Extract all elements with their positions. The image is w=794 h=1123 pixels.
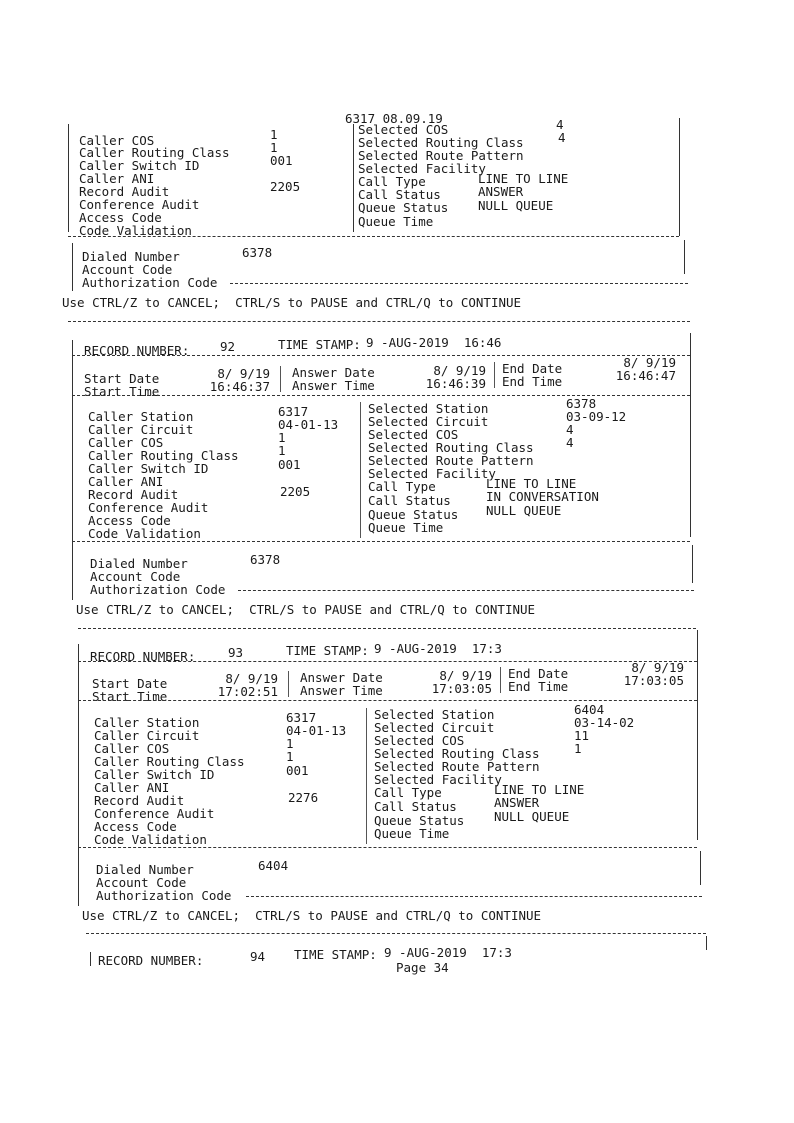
timestamp-label: TIME STAMP: <box>286 643 369 658</box>
field-label: Selected Station <box>368 401 489 416</box>
column-divider <box>353 124 354 232</box>
field-label: Caller Routing Class <box>79 145 230 160</box>
account-code-label: Account Code <box>82 262 173 277</box>
field-value: LINE TO LINE <box>486 476 577 491</box>
field-label: Selected Circuit <box>374 720 495 735</box>
control-hint-line: Use CTRL/Z to CANCEL; CTRL/S to PAUSE and CTRL/Q to CONTINUE <box>62 295 522 310</box>
start-date-value: 8/ 9/19 <box>225 671 278 686</box>
field-label: Caller ANI <box>88 474 164 489</box>
field-label: Selected Route Pattern <box>368 453 534 468</box>
end-date-value: 8/ 9/19 <box>631 660 684 675</box>
timestamp-label: TIME STAMP: <box>278 337 361 352</box>
field-value: 11 <box>574 728 590 743</box>
field-value: 001 <box>270 153 293 168</box>
field-value: 2205 <box>270 179 301 194</box>
field-label: Access Code <box>94 819 177 834</box>
divider-line <box>72 395 690 396</box>
record-number-value: 94 <box>250 949 266 964</box>
field-label: Conference Audit <box>94 806 215 821</box>
account-code-label: Account Code <box>90 569 181 584</box>
timestamp-value: 9 -AUG-2019 17:3 <box>374 641 502 656</box>
field-value: 1 <box>574 741 582 756</box>
field-label: Caller COS <box>94 741 170 756</box>
field-value: 03-09-12 <box>566 409 627 424</box>
authorization-code-label: Authorization Code <box>82 275 218 290</box>
field-label: Conference Audit <box>88 500 209 515</box>
end-time-label: End Time <box>502 374 563 389</box>
field-label: Caller COS <box>79 133 155 148</box>
field-label: Record Audit <box>94 793 185 808</box>
record-number-value: 93 <box>228 645 244 660</box>
field-label: Queue Time <box>374 826 450 841</box>
field-value: LINE TO LINE <box>494 782 585 797</box>
field-label: Selected Facility <box>374 772 502 787</box>
end-time-label: End Time <box>508 679 569 694</box>
dialed-number-label: Dialed Number <box>90 556 188 571</box>
record-number-value: 92 <box>220 339 236 354</box>
field-value: 1 <box>278 443 286 458</box>
field-label: Record Audit <box>79 184 170 199</box>
field-value: 4 <box>556 117 564 132</box>
dialed-number-value: 6378 <box>250 552 281 567</box>
start-date-value: 8/ 9/19 <box>217 366 270 381</box>
divider-line <box>246 896 702 897</box>
divider-line <box>68 321 690 322</box>
field-label: Code Validation <box>94 832 207 847</box>
answer-date-value: 8/ 9/19 <box>439 668 492 683</box>
field-value: NULL QUEUE <box>486 503 562 518</box>
field-value: 6378 <box>566 396 597 411</box>
field-value: 6317 <box>278 404 309 419</box>
timestamp-value: 9 -AUG-2019 16:46 <box>366 335 502 350</box>
answer-date-value: 8/ 9/19 <box>433 363 486 378</box>
field-label: Call Status <box>374 799 457 814</box>
answer-date-label: Answer Date <box>300 670 383 685</box>
field-label: Access Code <box>79 210 162 225</box>
field-label: Caller Circuit <box>88 422 194 437</box>
control-hint-line: Use CTRL/Z to CANCEL; CTRL/S to PAUSE and CTRL/Q to CONTINUE <box>82 908 542 923</box>
field-value: IN CONVERSATION <box>486 489 599 504</box>
answer-time-label: Answer Time <box>300 683 383 698</box>
record-number-label: RECORD NUMBER: <box>84 343 190 358</box>
field-label: Queue Time <box>358 214 434 229</box>
record-number-label: RECORD NUMBER: <box>90 649 196 664</box>
border-right <box>700 851 701 885</box>
column-divider <box>366 708 367 844</box>
field-value: 2205 <box>280 484 311 499</box>
field-label: Caller Switch ID <box>94 767 215 782</box>
field-label: Caller ANI <box>79 171 155 186</box>
dialed-number-label: Dialed Number <box>96 862 194 877</box>
record-number-label: RECORD NUMBER: <box>98 953 204 968</box>
authorization-code-label: Authorization Code <box>96 888 232 903</box>
field-value: 001 <box>278 457 301 472</box>
field-label: Caller Station <box>88 409 194 424</box>
account-code-label: Account Code <box>96 875 187 890</box>
start-time-value: 17:02:51 <box>217 684 278 699</box>
end-date-value: 8/ 9/19 <box>623 355 676 370</box>
field-label: Caller Routing Class <box>88 448 239 463</box>
field-value: 03-14-02 <box>574 715 635 730</box>
column-divider <box>500 667 501 693</box>
field-value: 4 <box>566 435 574 450</box>
field-label: Selected COS <box>358 122 449 137</box>
border-left <box>78 644 79 906</box>
field-label: Caller Routing Class <box>94 754 245 769</box>
field-label: Selected Facility <box>368 466 496 481</box>
field-label: Code Validation <box>79 223 192 238</box>
field-label: Queue Status <box>374 813 465 828</box>
divider-line <box>72 355 690 356</box>
start-date-label: Start Date <box>84 371 160 386</box>
field-label: Caller Switch ID <box>88 461 209 476</box>
field-value: 04-01-13 <box>278 417 339 432</box>
divider-line <box>78 628 696 629</box>
page-number: Page 34 <box>396 960 449 975</box>
border-left <box>72 243 73 291</box>
field-value: 1 <box>286 736 294 751</box>
field-label: Access Code <box>88 513 171 528</box>
field-value: 04-01-13 <box>286 723 347 738</box>
divider-line <box>86 933 706 934</box>
field-label: Caller Station <box>94 715 200 730</box>
divider-line <box>72 541 690 542</box>
field-label: Record Audit <box>88 487 179 502</box>
field-label: Code Validation <box>88 526 201 541</box>
field-value: 4 <box>566 422 574 437</box>
answer-time-value: 17:03:05 <box>431 681 492 696</box>
border-left <box>90 952 91 966</box>
column-divider <box>494 362 495 388</box>
field-label: Call Type <box>368 479 436 494</box>
end-time-value: 17:03:05 <box>623 673 684 688</box>
field-label: Selected Routing Class <box>358 135 524 150</box>
field-label: Selected COS <box>374 733 465 748</box>
field-value: 4 <box>558 130 566 145</box>
field-label: Queue Time <box>368 520 444 535</box>
border-right <box>706 936 707 950</box>
field-label: Selected Station <box>374 707 495 722</box>
border-right <box>697 630 698 840</box>
field-value: LINE TO LINE <box>478 171 569 186</box>
field-label: Selected Facility <box>358 161 486 176</box>
field-label: Queue Status <box>368 507 459 522</box>
field-label: Conference Audit <box>79 197 200 212</box>
dialed-number-value: 6378 <box>242 245 273 260</box>
divider-line <box>78 847 697 848</box>
end-date-label: End Date <box>502 361 563 376</box>
border-left <box>68 124 69 232</box>
field-label: Caller ANI <box>94 780 170 795</box>
field-label: Caller Circuit <box>94 728 200 743</box>
field-label: Selected Circuit <box>368 414 489 429</box>
start-time-label: Start Time <box>92 689 168 704</box>
timestamp-label: TIME STAMP: <box>294 947 377 962</box>
field-value: NULL QUEUE <box>494 809 570 824</box>
dialed-number-value: 6404 <box>258 858 289 873</box>
field-value: 1 <box>270 127 278 142</box>
answer-time-value: 16:46:39 <box>425 376 486 391</box>
border-right <box>692 545 693 583</box>
border-right <box>684 240 685 274</box>
start-date-label: Start Date <box>92 676 168 691</box>
start-time-value: 16:46:37 <box>209 379 270 394</box>
field-value: 6404 <box>574 702 605 717</box>
divider-line <box>78 700 697 701</box>
answer-date-label: Answer Date <box>292 365 375 380</box>
column-divider <box>288 671 289 697</box>
field-value: NULL QUEUE <box>478 198 554 213</box>
authorization-code-label: Authorization Code <box>90 582 226 597</box>
field-label: Queue Status <box>358 200 449 215</box>
field-label: Caller Switch ID <box>79 158 200 173</box>
field-value: 6317 <box>286 710 317 725</box>
divider-line <box>238 590 694 591</box>
field-label: Selected Route Pattern <box>358 148 524 163</box>
border-right <box>679 118 680 236</box>
field-label: Selected Routing Class <box>374 746 540 761</box>
field-label: Caller COS <box>88 435 164 450</box>
answer-time-label: Answer Time <box>292 378 375 393</box>
field-label: Call Type <box>358 174 426 189</box>
fax-header-line: 6317 08.09.19 <box>345 111 443 126</box>
field-label: Call Status <box>358 187 441 202</box>
field-value: 2276 <box>288 790 319 805</box>
divider-line <box>68 236 679 237</box>
field-value: ANSWER <box>494 795 540 810</box>
divider-line <box>230 283 688 284</box>
border-right <box>690 333 691 537</box>
control-hint-line: Use CTRL/Z to CANCEL; CTRL/S to PAUSE and CTRL/Q to CONTINUE <box>76 602 536 617</box>
divider-line <box>78 661 697 662</box>
dialed-number-label: Dialed Number <box>82 249 180 264</box>
field-value: 1 <box>278 430 286 445</box>
field-value: 1 <box>286 749 294 764</box>
field-label: Call Type <box>374 785 442 800</box>
end-time-value: 16:46:47 <box>615 368 676 383</box>
border-left <box>72 340 73 600</box>
field-value: 001 <box>286 763 309 778</box>
column-divider <box>360 402 361 538</box>
field-value: 1 <box>270 140 278 155</box>
end-date-label: End Date <box>508 666 569 681</box>
column-divider <box>280 366 281 392</box>
timestamp-value: 9 -AUG-2019 17:3 <box>384 945 512 960</box>
field-label: Selected Route Pattern <box>374 759 540 774</box>
field-label: Selected Routing Class <box>368 440 534 455</box>
field-value: ANSWER <box>478 184 524 199</box>
field-label: Call Status <box>368 493 451 508</box>
start-time-label: Start Time <box>84 384 160 399</box>
field-label: Selected COS <box>368 427 459 442</box>
